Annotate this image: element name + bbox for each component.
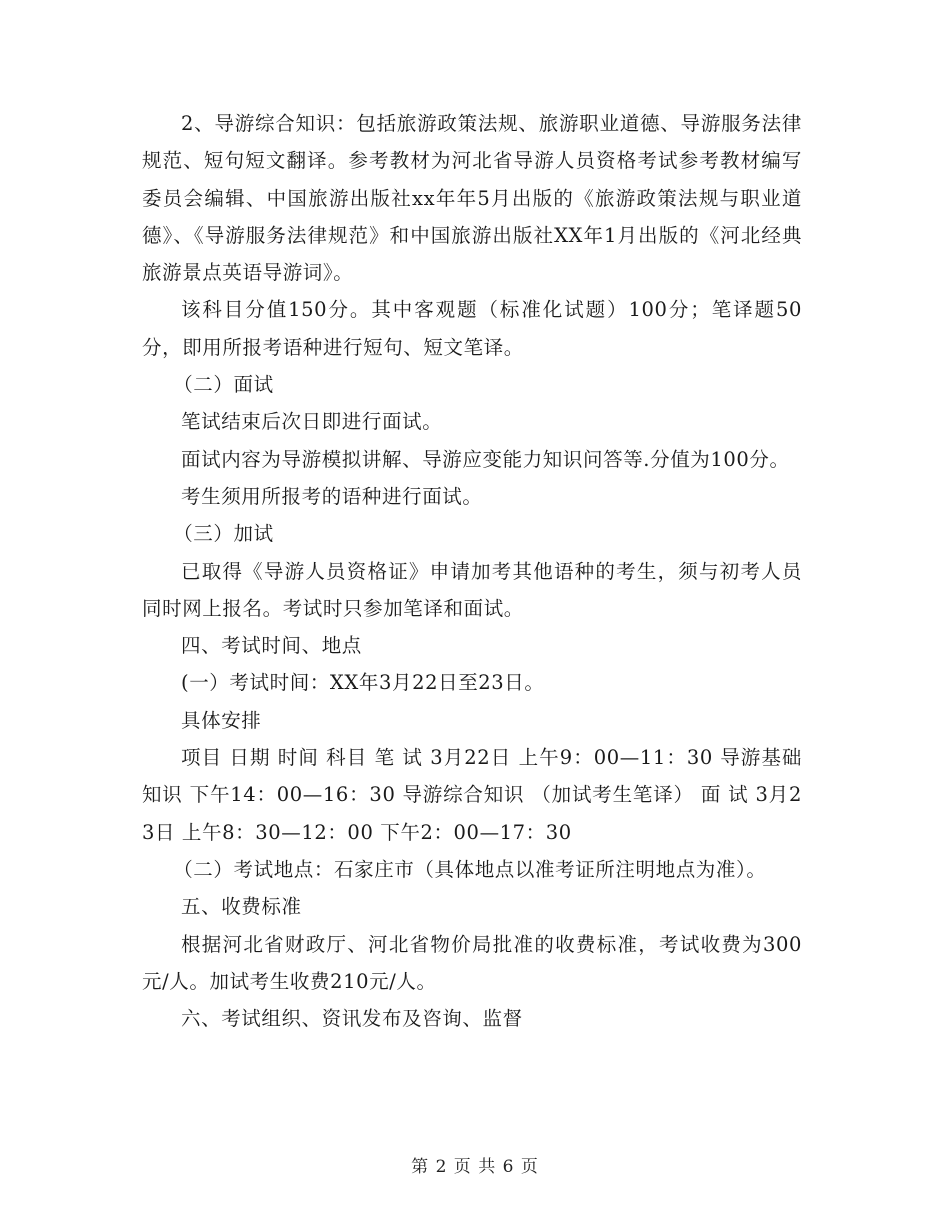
paragraph-interview-timing: 笔试结束后次日即进行面试。 (181, 410, 443, 434)
paragraph-fees: 根据河北省财政厅、河北省物价局批准的收费标准，考试收费为300元/人。加试考生收费210元/人。 (142, 932, 802, 993)
heading-schedule: 具体安排 (181, 708, 262, 732)
heading-fees: 五、收费标准 (181, 895, 302, 919)
page-number-footer: 第 2 页 共 6 页 (411, 1157, 539, 1177)
paragraph-exam-place: （二）考试地点：石家庄市（具体地点以准考证所注明地点为准）。 (173, 857, 767, 881)
paragraph-exam-time: (一）考试时间：XX年3月22日至23日。 (181, 671, 545, 695)
paragraph-schedule: 项目 日期 时间 科目 笔 试 3月22日 上午9：00—11：30 导游基础知识 下午14：00—16：30 导游综合知识 （加试考生笔译） 面 试 3月23日 上午8：30—12：00 下午2：00—17：30 (142, 746, 802, 844)
heading-interview: （二）面试 (173, 373, 274, 397)
heading-exam-time-place: 四、考试时间、地点 (181, 634, 362, 658)
paragraph-textbook-info: 2、导游综合知识：包括旅游政策法规、旅游职业道德、导游服务法律规范、短句短文翻译。参考教材为河北省导游人员资格考试参考教材编写委员会编辑、中国旅游出版社xx年年5月出版的《旅游政策法规与职业道德》、《导游服务法律规范》和中国旅游出版社XX年1月出版的《河北经典旅游景点英语导游词》。 (142, 112, 802, 285)
paragraph-interview-content: 面试内容为导游模拟讲解、导游应变能力知识问答等.分值为100分。 (181, 447, 790, 471)
paragraph-interview-language: 考生须用所报考的语种进行面试。 (181, 484, 483, 508)
document-body (142, 105, 802, 1037)
paragraph-score-info: 该科目分值150分。其中客观题（标准化试题）100分；笔译题50分，即用所报考语种进行短句、短文笔译。 (142, 298, 802, 359)
heading-organization: 六、考试组织、资讯发布及咨询、监督 (181, 1007, 523, 1031)
paragraph-additional-exam: 已取得《导游人员资格证》申请加考其他语种的考生，须与初考人员同时网上报名。考试时只参加笔译和面试。 (142, 559, 802, 620)
heading-additional-exam: （三）加试 (173, 522, 274, 546)
